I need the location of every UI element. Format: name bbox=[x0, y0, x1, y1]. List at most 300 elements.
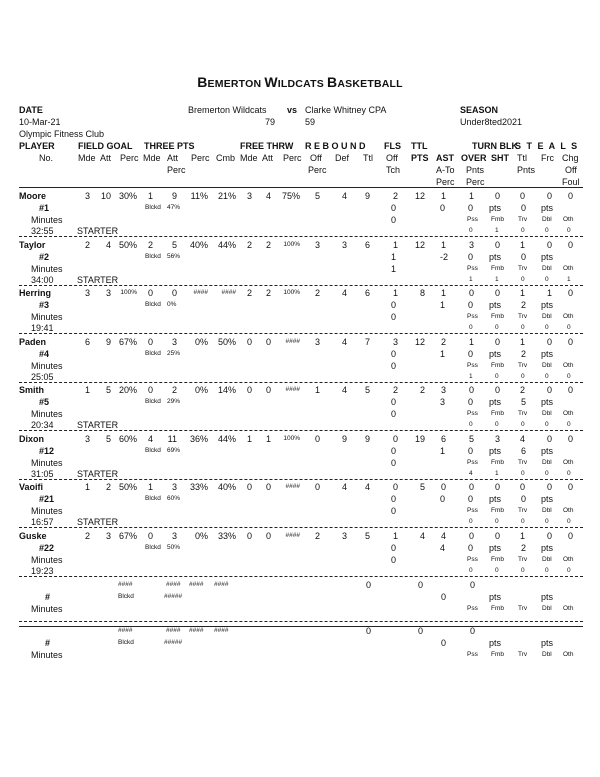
steal-pts: 6 bbox=[521, 445, 527, 456]
header-chg: Chg bbox=[562, 153, 579, 163]
stat-ft-p: 100% bbox=[283, 240, 300, 248]
stat-stl-c: 0 bbox=[567, 482, 573, 492]
header-pnts: Pnts bbox=[466, 165, 485, 175]
stat-tp-p: 33% bbox=[189, 482, 208, 492]
stat-cmb: 44% bbox=[217, 433, 236, 444]
turnover-trv: 0 bbox=[521, 372, 525, 380]
dbl-label: Dbl bbox=[542, 507, 552, 514]
stat-fg-m: 3 bbox=[84, 288, 90, 298]
turnover-trv: 0 bbox=[521, 518, 525, 525]
header-tch: Tch bbox=[386, 165, 401, 175]
blocked-perc: 56% bbox=[167, 252, 181, 260]
stat-pts: 12 bbox=[414, 239, 425, 250]
steal-pts: 2 bbox=[521, 300, 527, 310]
header-fg-perc: Perc bbox=[120, 153, 139, 163]
stat-fg-p: 50% bbox=[118, 482, 137, 492]
stat-tp-a: 11 bbox=[167, 433, 177, 444]
stat-stl-f: 0 bbox=[546, 336, 552, 347]
minutes-value: 19:41 bbox=[31, 323, 54, 333]
blank-to: 0 bbox=[470, 580, 476, 590]
minutes-value: 16:57 bbox=[31, 517, 54, 527]
fmb-label: Fmb bbox=[491, 458, 504, 466]
stat-stl-c: 0 bbox=[567, 433, 573, 444]
stat-to: 3 bbox=[468, 239, 474, 250]
blank-pts: 0 bbox=[418, 580, 424, 590]
starter-label: STARTER bbox=[77, 517, 119, 527]
player-number: #22 bbox=[39, 542, 55, 553]
fmb-label: Fmb bbox=[491, 605, 504, 612]
header-reb-ttl: Ttl bbox=[363, 153, 373, 163]
turnover-trv: 0 bbox=[521, 324, 525, 331]
pts-label: pts bbox=[489, 203, 502, 213]
header-fg-mde: Mde bbox=[78, 153, 96, 163]
blank-cmb: #### bbox=[214, 581, 229, 588]
trv-label: Trv bbox=[518, 555, 528, 563]
assist-turnover: -2 bbox=[440, 251, 449, 262]
header-perc4: Perc bbox=[436, 177, 455, 187]
blocked-perc: 47% bbox=[167, 204, 181, 211]
stat-reb-o: 3 bbox=[314, 336, 320, 347]
blocked-label: Blckd bbox=[145, 301, 161, 308]
blank-number: # bbox=[45, 592, 51, 602]
away-team: Clarke Whitney CPA bbox=[305, 105, 387, 115]
minutes-label: Minutes bbox=[31, 215, 63, 225]
pts-label: pts bbox=[541, 397, 554, 407]
stat-ft-a: 4 bbox=[265, 191, 271, 201]
minutes-label: Minutes bbox=[31, 604, 63, 614]
turnover-trv: 0 bbox=[521, 566, 525, 574]
stat-ft-a: 0 bbox=[265, 336, 271, 347]
minutes-value: 25:05 bbox=[31, 371, 54, 382]
stat-reb-o: 5 bbox=[314, 191, 320, 201]
dbl-label: Dbl bbox=[542, 216, 552, 223]
dbl-label: Dbl bbox=[542, 605, 552, 612]
stat-reb-t: 6 bbox=[364, 288, 370, 298]
stat-tp-a: 0 bbox=[171, 288, 177, 298]
steal-pts: 0 bbox=[521, 494, 527, 504]
stat-ft-p: 100% bbox=[283, 289, 300, 296]
stat-ft-p: #### bbox=[285, 483, 300, 490]
pss-label: Pss bbox=[467, 216, 478, 223]
stat-tp-a: 3 bbox=[171, 336, 177, 347]
turnover-dbl: 0 bbox=[545, 469, 549, 477]
blank-pts: 0 bbox=[418, 626, 424, 636]
stat-blk: 0 bbox=[494, 482, 500, 492]
oth-label: Oth bbox=[563, 313, 574, 320]
pss-label: Pss bbox=[467, 651, 478, 658]
header-stl-pnts: Pnts bbox=[517, 165, 536, 175]
stat-pts: 5 bbox=[419, 482, 425, 492]
stat-to: 1 bbox=[468, 191, 474, 201]
stat-tp-p: #### bbox=[193, 289, 208, 296]
stat-tp-p: 40% bbox=[189, 239, 208, 250]
off-touch: 0 bbox=[391, 348, 397, 359]
turnover-pss: 0 bbox=[469, 227, 473, 234]
turnover-fmb: 1 bbox=[495, 227, 499, 234]
stat-fg-p: 30% bbox=[118, 191, 137, 201]
fmb-label: Fmb bbox=[491, 410, 504, 417]
stat-fg-p: 60% bbox=[118, 433, 137, 444]
player-name: Herring bbox=[19, 288, 52, 298]
stat-reb-d: 3 bbox=[341, 239, 347, 250]
turnover-pss: 0 bbox=[469, 518, 473, 525]
stat-ft-m: 3 bbox=[246, 191, 252, 201]
stat-reb-o: 2 bbox=[314, 530, 320, 541]
home-team: Bremerton Wildcats bbox=[188, 105, 267, 115]
stat-fg-m: 6 bbox=[84, 336, 90, 347]
stat-reb-t: 4 bbox=[364, 482, 370, 492]
stat-reb-d: 4 bbox=[341, 385, 347, 395]
stat-tp-p: 11% bbox=[190, 191, 208, 201]
fmb-label: Fmb bbox=[491, 216, 504, 223]
off-touch-2: 0 bbox=[391, 215, 397, 225]
minutes-value: 19:23 bbox=[31, 565, 54, 576]
stat-blk: 0 bbox=[494, 191, 500, 201]
assist-turnover: 1 bbox=[440, 445, 446, 456]
stat-ft-a: 1 bbox=[265, 433, 271, 444]
steal-pts: 5 bbox=[521, 397, 527, 407]
pts-label: pts bbox=[489, 397, 502, 407]
stat-stl-t: 4 bbox=[519, 433, 525, 444]
stat-ft-p: #### bbox=[285, 337, 300, 345]
season-value: Under8ted2021 bbox=[460, 117, 523, 127]
blank-fg-perc: #### bbox=[118, 581, 133, 588]
stat-fls: 3 bbox=[392, 336, 398, 347]
turnover-pts: 0 bbox=[468, 251, 474, 262]
stat-ast: 1 bbox=[440, 288, 446, 298]
oth-label: Oth bbox=[563, 458, 574, 466]
turnover-dbl: 0 bbox=[545, 227, 549, 234]
turnover-fmb: 0 bbox=[495, 518, 499, 525]
pts-label: pts bbox=[489, 592, 502, 602]
stat-ft-a: 2 bbox=[265, 239, 271, 250]
starter-label: STARTER bbox=[77, 274, 119, 285]
row-divider bbox=[19, 621, 583, 622]
oth-label: Oth bbox=[563, 651, 574, 658]
turnover-fmb: 0 bbox=[495, 566, 499, 574]
player-name: Taylor bbox=[19, 239, 46, 250]
header-att-perc: Perc bbox=[167, 165, 186, 175]
trv-label: Trv bbox=[518, 313, 528, 320]
stat-stl-f: 1 bbox=[546, 288, 552, 298]
off-touch: 0 bbox=[391, 445, 397, 456]
stat-stl-c: 0 bbox=[567, 385, 573, 395]
starter-label: STARTER bbox=[77, 468, 119, 479]
stat-blk: 0 bbox=[494, 336, 500, 347]
pts-label: pts bbox=[541, 300, 554, 310]
dbl-label: Dbl bbox=[542, 361, 552, 369]
stat-tp-a: 3 bbox=[171, 482, 177, 492]
pss-label: Pss bbox=[467, 555, 478, 563]
stat-tp-m: 2 bbox=[147, 239, 153, 250]
blocked-perc: 29% bbox=[167, 398, 181, 405]
off-touch-2: 0 bbox=[391, 506, 397, 516]
stat-fls: 1 bbox=[392, 288, 398, 298]
oth-label: Oth bbox=[563, 507, 574, 514]
off-touch: 0 bbox=[391, 542, 397, 553]
off-touch-2: 0 bbox=[391, 409, 397, 419]
stat-fg-a: 5 bbox=[105, 433, 111, 444]
stat-blk: 0 bbox=[494, 385, 500, 395]
row-divider bbox=[19, 430, 583, 431]
stat-stl-c: 0 bbox=[567, 191, 573, 201]
header-off2: Off bbox=[565, 165, 577, 175]
header-steals: S T E A L S bbox=[515, 141, 579, 151]
assist-turnover: 0 bbox=[440, 203, 446, 213]
stat-reb-t: 5 bbox=[364, 530, 370, 541]
stat-stl-t: 1 bbox=[519, 336, 525, 347]
minutes-value: 34:00 bbox=[31, 274, 54, 285]
stat-stl-f: 0 bbox=[546, 239, 552, 250]
stat-fg-m: 3 bbox=[84, 191, 90, 201]
pts-label: pts bbox=[489, 348, 502, 359]
stat-ast: 1 bbox=[440, 239, 446, 250]
stat-cmb: #### bbox=[221, 289, 236, 296]
starter-label: STARTER bbox=[77, 420, 119, 430]
stat-fg-a: 5 bbox=[105, 385, 111, 395]
stat-reb-t: 9 bbox=[364, 191, 370, 201]
player-number: #2 bbox=[39, 251, 50, 262]
stat-tp-m: 0 bbox=[147, 336, 153, 347]
blocked-label: Blckd bbox=[145, 446, 161, 454]
fmb-label: Fmb bbox=[491, 313, 504, 320]
turnover-dbl: 0 bbox=[545, 372, 549, 380]
turnover-pss: 4 bbox=[469, 469, 473, 477]
row-divider bbox=[19, 382, 583, 383]
stat-tp-m: 0 bbox=[147, 530, 153, 541]
turnover-oth: 0 bbox=[567, 566, 571, 574]
stat-to: 1 bbox=[468, 336, 474, 347]
assist-turnover: 0 bbox=[440, 494, 446, 504]
stat-reb-d: 4 bbox=[341, 191, 347, 201]
player-name: Dixon bbox=[19, 433, 45, 444]
oth-label: Oth bbox=[563, 555, 574, 563]
turnover-pts: 0 bbox=[468, 397, 474, 407]
assist-turnover: 4 bbox=[440, 542, 446, 553]
stat-fls: 1 bbox=[392, 239, 398, 250]
stat-reb-t: 6 bbox=[364, 239, 370, 250]
pts-label: pts bbox=[489, 251, 502, 262]
stat-stl-t: 0 bbox=[519, 482, 525, 492]
minutes-label: Minutes bbox=[31, 457, 63, 468]
stat-reb-t: 7 bbox=[364, 336, 370, 347]
stat-fg-m: 1 bbox=[84, 482, 90, 492]
stat-reb-o: 0 bbox=[314, 433, 320, 444]
pts-label: pts bbox=[541, 203, 554, 213]
minutes-value: 31:05 bbox=[31, 468, 54, 479]
stat-stl-c: 0 bbox=[567, 336, 573, 347]
venue: Olympic Fitness Club bbox=[19, 129, 105, 139]
stat-ft-m: 0 bbox=[246, 385, 252, 395]
row-divider bbox=[19, 479, 583, 480]
header-stl-ttl: Ttl bbox=[517, 153, 527, 163]
blocked-label: Blckd bbox=[145, 543, 161, 551]
stat-reb-t: 5 bbox=[364, 385, 370, 395]
stat-stl-c: 0 bbox=[567, 288, 573, 298]
turnover-fmb: 1 bbox=[495, 275, 499, 283]
stat-stl-f: 0 bbox=[546, 433, 552, 444]
off-touch-2: 0 bbox=[391, 554, 397, 565]
header-rebound: R E B O U N D bbox=[305, 141, 366, 151]
pts-label: pts bbox=[541, 445, 554, 456]
stat-reb-d: 3 bbox=[341, 530, 347, 541]
pss-label: Pss bbox=[467, 361, 478, 369]
stat-stl-t: 1 bbox=[519, 530, 525, 541]
stat-fg-p: 67% bbox=[118, 530, 137, 541]
home-score: 79 bbox=[265, 117, 276, 127]
turnover-dbl: 0 bbox=[545, 421, 549, 428]
header-free-throw: FREE THRW bbox=[240, 141, 294, 151]
stat-tp-p: 0% bbox=[194, 336, 208, 347]
header-off-tch: Off bbox=[386, 153, 398, 163]
pss-label: Pss bbox=[467, 458, 478, 466]
stat-ft-a: 0 bbox=[265, 530, 271, 541]
pts-label: pts bbox=[541, 542, 554, 553]
turnover-oth: 1 bbox=[567, 275, 571, 283]
stat-pts: 8 bbox=[419, 288, 425, 298]
stat-to: 0 bbox=[468, 530, 474, 541]
header-over: OVER bbox=[461, 153, 487, 163]
header-fouls: FLS bbox=[384, 141, 401, 151]
stat-fg-p: 50% bbox=[118, 239, 137, 250]
stat-tp-p: 0% bbox=[194, 530, 208, 541]
turnover-oth: 0 bbox=[567, 421, 571, 428]
blank-fg-perc: #### bbox=[118, 627, 133, 634]
header-ast: AST bbox=[436, 153, 454, 163]
off-touch-2: 0 bbox=[391, 312, 397, 322]
turnover-pss: 1 bbox=[469, 372, 473, 380]
stat-pts: 19 bbox=[414, 433, 425, 444]
blank-number: # bbox=[45, 638, 51, 648]
fmb-label: Fmb bbox=[491, 555, 504, 563]
pts-label: pts bbox=[489, 638, 502, 648]
assist-turnover: 1 bbox=[440, 300, 446, 310]
stat-tp-m: 1 bbox=[147, 482, 153, 492]
header-divider bbox=[19, 187, 583, 188]
header-perc5: Perc bbox=[466, 177, 485, 187]
pts-label: pts bbox=[541, 251, 554, 262]
stat-tp-m: 0 bbox=[147, 288, 153, 298]
player-name: Smith bbox=[19, 385, 45, 395]
date-label: DATE bbox=[19, 105, 43, 115]
stat-reb-d: 4 bbox=[341, 336, 347, 347]
stat-to: 0 bbox=[468, 288, 474, 298]
stat-fg-a: 2 bbox=[105, 482, 111, 492]
stat-ast: 0 bbox=[440, 482, 446, 492]
header-total: TTL bbox=[411, 141, 428, 151]
minutes-label: Minutes bbox=[31, 360, 63, 371]
turnover-trv: 0 bbox=[521, 421, 525, 428]
player-name: Paden bbox=[19, 336, 47, 347]
fmb-label: Fmb bbox=[491, 651, 504, 658]
oth-label: Oth bbox=[563, 361, 574, 369]
stat-tp-m: 1 bbox=[147, 191, 153, 201]
pts-label: pts bbox=[489, 300, 502, 310]
blocked-perc: 50% bbox=[167, 543, 181, 551]
blank-blocked-perc: ##### bbox=[164, 593, 183, 600]
player-number: #12 bbox=[39, 445, 55, 456]
stat-tp-a: 2 bbox=[171, 385, 177, 395]
stat-fls: 0 bbox=[392, 433, 398, 444]
turnover-pts: 0 bbox=[468, 494, 474, 504]
blank-tp-perc2: #### bbox=[189, 581, 204, 588]
off-touch: 0 bbox=[391, 494, 397, 504]
off-touch: 0 bbox=[391, 300, 397, 310]
header-field-goal: FIELD GOAL bbox=[78, 141, 133, 151]
trv-label: Trv bbox=[518, 264, 528, 272]
stat-tp-p: 0% bbox=[194, 385, 208, 395]
turnover-dbl: 0 bbox=[545, 518, 549, 525]
pts-label: pts bbox=[489, 494, 502, 504]
season-label: SEASON bbox=[460, 105, 499, 115]
turnover-pss: 0 bbox=[469, 566, 473, 574]
stat-cmb: 40% bbox=[217, 482, 236, 492]
stat-to: 0 bbox=[468, 385, 474, 395]
stat-fg-m: 1 bbox=[84, 385, 90, 395]
header-cmb: Cmb bbox=[216, 153, 236, 163]
steal-pts: 0 bbox=[521, 251, 527, 262]
row-divider bbox=[19, 527, 583, 528]
stat-cmb: 14% bbox=[217, 385, 236, 395]
pss-label: Pss bbox=[467, 313, 478, 320]
oth-label: Oth bbox=[563, 216, 574, 223]
stat-reb-d: 4 bbox=[341, 288, 347, 298]
blank-tp-perc2: #### bbox=[189, 627, 204, 634]
stat-ft-a: 2 bbox=[265, 288, 271, 298]
turnover-oth: 0 bbox=[567, 469, 571, 477]
stat-ft-a: 0 bbox=[265, 482, 271, 492]
minutes-value: 32:55 bbox=[31, 226, 54, 236]
turnover-dbl: 0 bbox=[545, 324, 549, 331]
dbl-label: Dbl bbox=[542, 313, 552, 320]
stat-fls: 2 bbox=[392, 191, 398, 201]
pts-label: pts bbox=[489, 542, 502, 553]
blocked-perc: 60% bbox=[167, 495, 181, 502]
turnover-oth: 0 bbox=[567, 518, 571, 525]
stat-fg-a: 10 bbox=[100, 191, 111, 201]
off-touch: 0 bbox=[391, 397, 397, 407]
pts-label: pts bbox=[541, 348, 554, 359]
pts-label: pts bbox=[541, 638, 554, 648]
stat-reb-o: 2 bbox=[314, 288, 320, 298]
away-score: 59 bbox=[305, 117, 316, 127]
trv-label: Trv bbox=[518, 410, 528, 417]
stat-ast: 3 bbox=[440, 385, 446, 395]
header-pts: PTS bbox=[411, 153, 429, 163]
player-number: #4 bbox=[39, 348, 50, 359]
blank-ato: 0 bbox=[441, 638, 447, 648]
dbl-label: Dbl bbox=[542, 651, 552, 658]
vs-label: vs bbox=[287, 105, 298, 115]
stat-pts: 4 bbox=[419, 530, 425, 541]
stat-pts: 2 bbox=[419, 385, 425, 395]
blank-tp-perc: #### bbox=[166, 627, 181, 634]
stat-reb-d: 9 bbox=[341, 433, 347, 444]
stat-ft-p: 75% bbox=[281, 191, 300, 201]
stat-reb-t: 9 bbox=[364, 433, 370, 444]
game-date: 10-Mar-21 bbox=[19, 117, 61, 127]
stat-fls: 1 bbox=[392, 530, 398, 541]
stat-cmb: 21% bbox=[217, 191, 236, 201]
header-tp-perc: Perc bbox=[191, 153, 210, 163]
stat-to: 0 bbox=[468, 482, 474, 492]
player-number: #1 bbox=[39, 203, 50, 213]
minutes-label: Minutes bbox=[31, 409, 63, 419]
off-touch-2: 0 bbox=[391, 360, 397, 371]
stat-blk: 3 bbox=[494, 433, 500, 444]
stat-cmb: 44% bbox=[217, 239, 236, 250]
stat-ft-p: 100% bbox=[283, 434, 300, 442]
